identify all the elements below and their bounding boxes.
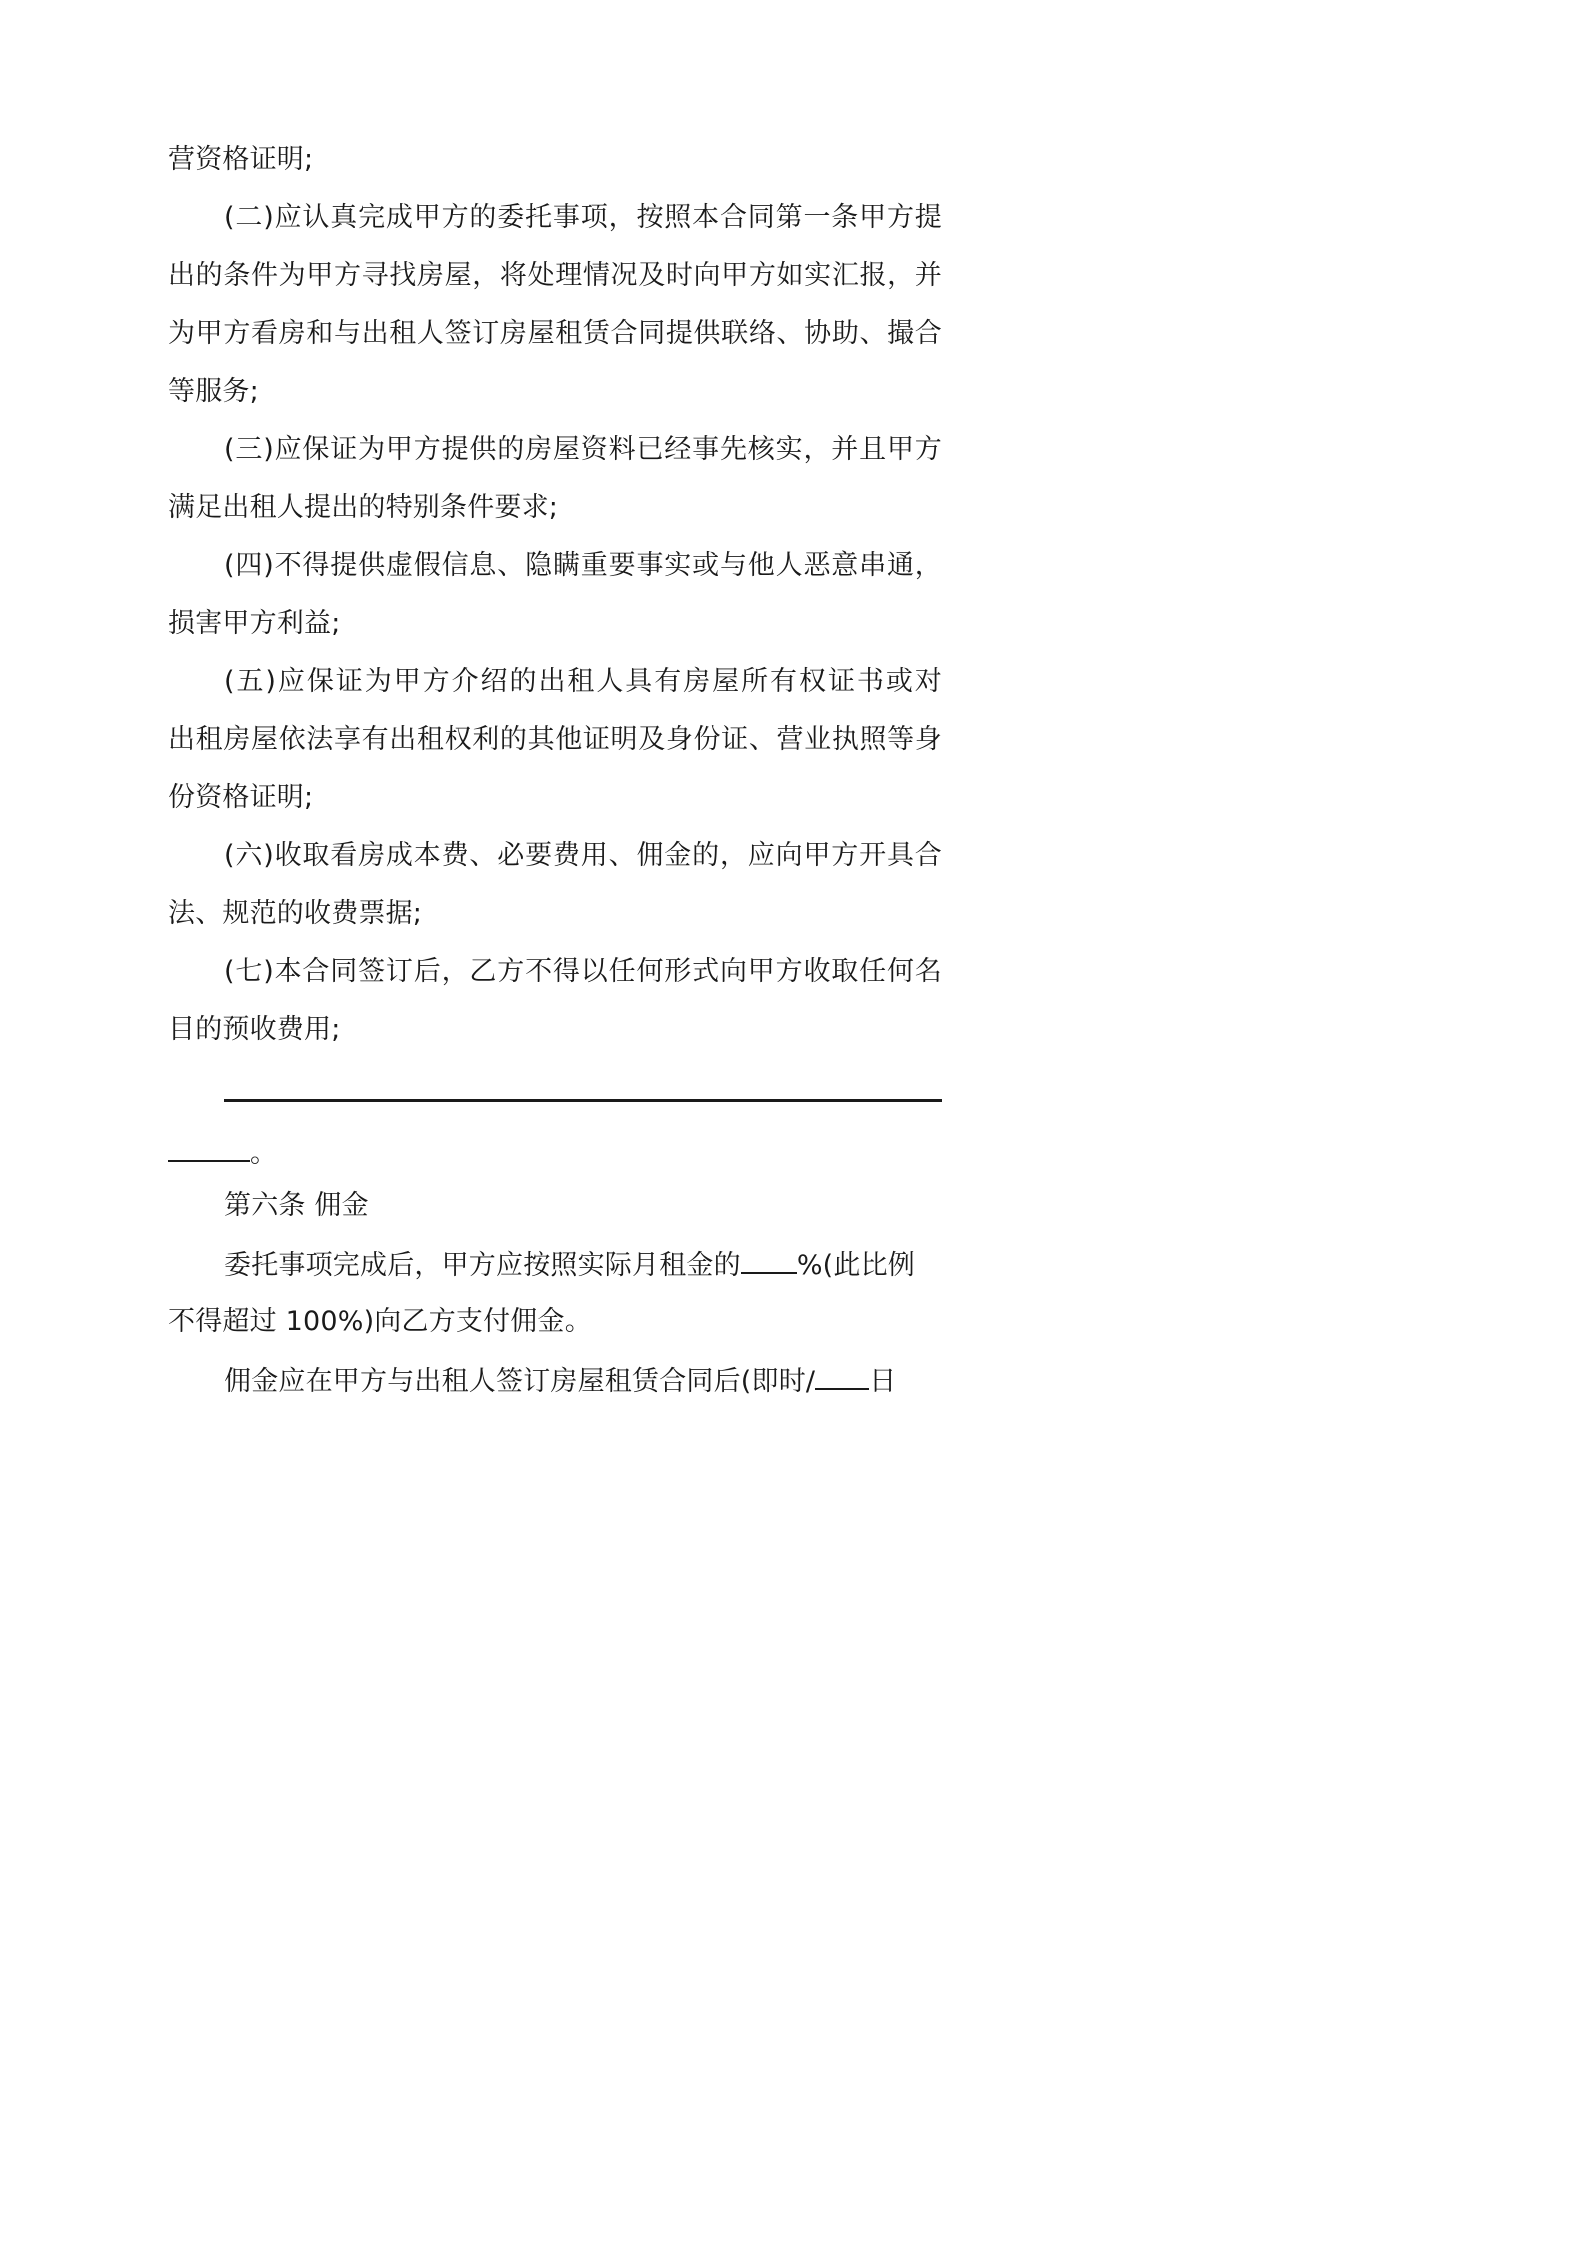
payment-text-before-blank: 佣金应在甲方与出租人签订房屋租赁合同后(即时/ xyxy=(224,1366,816,1397)
clause-6-line-1: (六)收取看房成本费、必要费用、佣金的，应向甲方开具合 xyxy=(224,840,942,871)
article-6-para-1-line-1 xyxy=(224,1244,942,1284)
document-page xyxy=(0,0,1110,1571)
article-6-heading: 第六条 佣金 xyxy=(224,1190,369,1221)
commission-text-after-blank: %(此比例 xyxy=(796,1250,916,1281)
clause-2-line-2: 出的条件为甲方寻找房屋，将处理情况及时向甲方如实汇报，并 xyxy=(168,260,942,291)
clause-4-line-2: 损害甲方利益; xyxy=(168,608,341,639)
fill-in-blank-end xyxy=(168,1132,942,1172)
clause-2-line-4: 等服务; xyxy=(168,376,259,407)
clause-7-line-2: 目的预收费用; xyxy=(168,1014,341,1045)
article-6-para-1-line-2: 不得超过 100%)向乙方支付佣金。 xyxy=(168,1306,592,1337)
payment-days-blank xyxy=(815,1360,869,1390)
payment-text-after-blank: 日 xyxy=(869,1366,897,1397)
article-6-para-2-line-1 xyxy=(224,1360,942,1400)
commission-rate-blank xyxy=(741,1244,797,1274)
blank-underline xyxy=(168,1132,250,1162)
blank-end-punctuation: 。 xyxy=(250,1138,278,1169)
fill-in-blank-line xyxy=(224,1099,942,1102)
clause-4-line-1: (四)不得提供虚假信息、隐瞒重要事实或与他人恶意串通， xyxy=(224,550,942,581)
clause-2-line-3: 为甲方看房和与出租人签订房屋租赁合同提供联络、协助、撮合 xyxy=(168,318,942,349)
clause-6-line-2: 法、规范的收费票据; xyxy=(168,898,423,929)
clause-5-line-3: 份资格证明; xyxy=(168,782,314,813)
text-line: 营资格证明; xyxy=(168,144,314,175)
clause-5-line-1: (五)应保证为甲方介绍的出租人具有房屋所有权证书或对 xyxy=(224,666,942,697)
clause-5-line-2: 出租房屋依法享有出租权利的其他证明及身份证、营业执照等身 xyxy=(168,724,942,755)
clause-3-line-1: (三)应保证为甲方提供的房屋资料已经事先核实，并且甲方 xyxy=(224,434,942,465)
clause-2-line-1: (二)应认真完成甲方的委托事项，按照本合同第一条甲方提 xyxy=(224,202,942,233)
commission-text-before-blank: 委托事项完成后，甲方应按照实际月租金的 xyxy=(224,1250,741,1281)
clause-3-line-2: 满足出租人提出的特别条件要求; xyxy=(168,492,559,523)
clause-7-line-1: (七)本合同签订后，乙方不得以任何形式向甲方收取任何名 xyxy=(224,956,942,987)
